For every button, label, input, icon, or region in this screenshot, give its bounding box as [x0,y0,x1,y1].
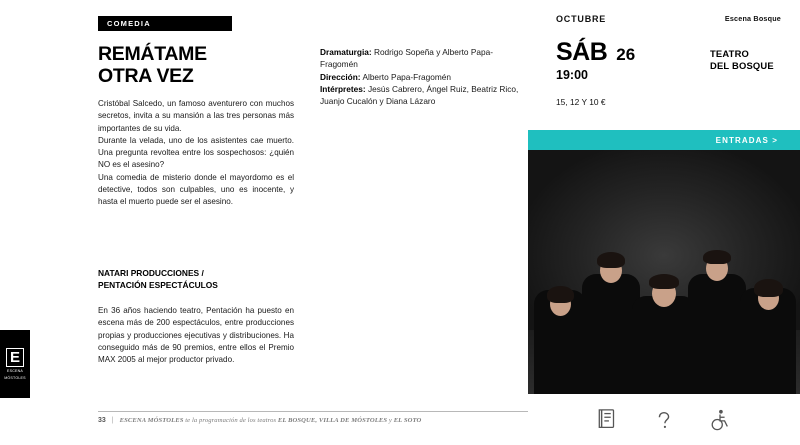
footer-text-part4: y [387,417,394,424]
performer-silhouette [632,296,696,394]
genre-badge: COMEDIA [98,16,232,31]
performer-hair [703,250,731,264]
performer-hair [547,286,574,303]
credit-direccion-value: Alberto Papa-Fragomén [362,71,451,82]
synopsis-paragraph: Durante la velada, uno de los asistentes cae muerto. Una pregunta revoltea entre los sospechosos: ¿quién NO es el asesino? [98,135,294,170]
hearing-loop-icon [653,407,675,433]
event-weekday: SÁB [556,38,608,66]
show-title-line2: OTRA VEZ [98,64,194,87]
show-content-column [98,0,528,445]
credit-direccion-label: Dirección: [320,71,361,82]
event-venue-name-line2: DEL BOSQUE [710,60,774,72]
event-venue-name [710,48,800,72]
seat-icon [597,407,619,433]
page-number: 33 [98,417,106,424]
show-title [98,44,328,88]
show-synopsis [98,98,294,209]
credit-dramaturgia-label: Dramaturgia: [320,47,372,57]
event-date-line [556,40,691,65]
tickets-button-label: ENTRADAS > [715,135,778,145]
credit-interpretes [320,83,520,108]
brand-letter: E [6,348,24,367]
show-title-line1: REMÁTAME [98,43,207,65]
footer-text-part1: ESCENA MÓSTOLES [119,417,184,424]
credit-interpretes-value: Jesús Cabrero, Ángel Ruiz, Beatriz Rico, Juanjo Cucalón y Diana Lázaro [320,83,519,107]
event-day-number: 26 [616,45,636,64]
event-time: 19:00 [556,68,588,82]
event-prices: 15, 12 Y 10 € [556,96,606,107]
performer-hair [597,252,625,268]
performer-silhouette [688,274,746,394]
event-date-block [556,40,691,107]
company-name [98,268,298,292]
footer-text-part5: EL SOTO [393,417,422,424]
event-venue-small: Escena Bosque [724,14,781,23]
tickets-button[interactable] [528,130,800,150]
wheelchair-icon [709,407,731,433]
service-icons-row [528,394,800,445]
event-month: OCTUBRE [556,14,607,24]
production-photo [528,150,800,394]
synopsis-paragraph: Cristóbal Salcedo, un famoso aventurero con muchos secretos, invita a su mansión a las tres personas más importantes de su vida. [98,99,294,133]
credit-interpretes-label: Intérpretes: [320,83,366,94]
performer-hair [754,279,783,297]
footer-text-part2: te la programación de los teatros [183,417,278,424]
performer-hair [649,274,679,289]
credit-dramaturgia-value: Rodrigo Sopeña y Alberto Papa-Fragomén [320,47,493,70]
page-footer [98,411,528,424]
credits-block [320,46,520,107]
brand-name-line1: ESCENA [7,369,23,374]
footer-text [120,417,422,424]
credit-dramaturgia [320,46,520,71]
company-name-line1: NATARI PRODUCCIONES / [98,268,204,278]
company-description-text: En 36 años haciendo teatro, Pentación ha puesto en escena más de 200 espectáculos, entre producciones propias y producciones ejecutivas y distribuciones. Ha conseguido más de 90 premios, entre ellos el Premio MAX 2005 al mejor productor privado. [98,306,294,365]
company-name-line2: PENTACIÓN ESPECTÁCULOS [98,279,218,290]
brand-name-line2: MÓSTOLES [4,375,26,380]
brand-tab-escena-mostoles [0,330,30,398]
company-description [98,305,294,366]
event-venue-name-line1: TEATRO [710,48,750,59]
credit-direccion [320,71,520,83]
production-photo-inner [528,150,800,394]
footer-text-part3: EL BOSQUE, VILLA DE MÓSTOLES [277,417,388,424]
event-panel-header [556,14,781,24]
synopsis-paragraph: Una comedia de misterio donde el mayordomo es el detective, todos son culpables, uno es inocente, y hasta el muerto puede ser el asesino. [98,172,294,207]
footer-separator: | [111,417,114,424]
